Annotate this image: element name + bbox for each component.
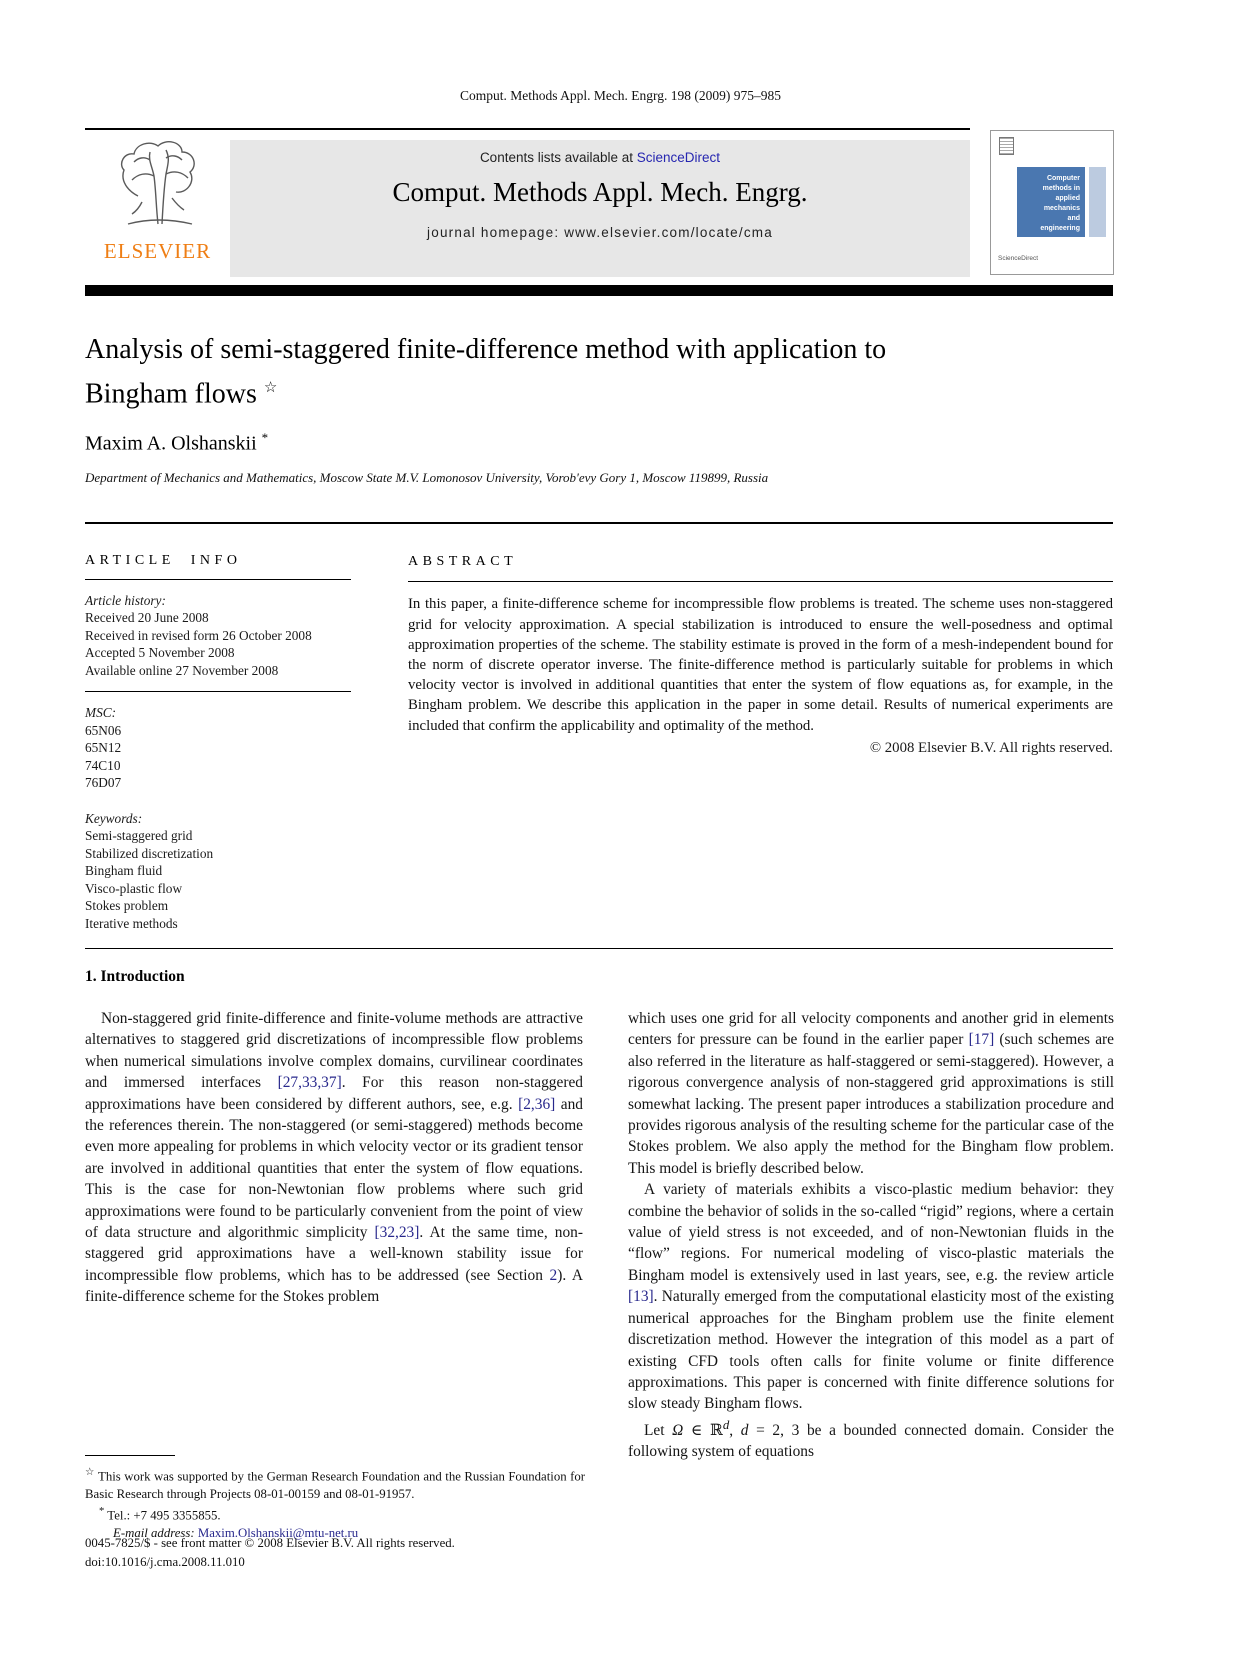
author-affiliation: Department of Mechanics and Mathematics, Moscow State M.V. Lomonosov University, Vorob'evy Gory 1, Moscow 119899, Russia xyxy=(85,470,769,485)
citation-link[interactable]: [13] xyxy=(628,1288,654,1306)
intro-paragraph xyxy=(85,1008,583,1308)
history-label: Article history: xyxy=(85,592,166,608)
body-text-segment: d xyxy=(740,1421,749,1439)
msc-code: 76D07 xyxy=(85,775,122,791)
body-text-segment: . Naturally emerged from the computational elasticity most of the existing numerical approaches for the Bingham problem use the finite element discretization method. However the integration of this model as a part of existing CFD tools often calls for finite volume or finite difference approximations. This paper is concerned with finite difference solutions for slow steady Bingham flows. xyxy=(628,1288,1114,1413)
citation-link[interactable]: [17] xyxy=(968,1031,995,1049)
article-info-heading: ARTICLE INFO xyxy=(85,553,242,568)
elsevier-logo[interactable] xyxy=(85,136,230,277)
title-footnote-mark[interactable]: ☆ xyxy=(263,380,278,396)
footnote-support-mark: ☆ xyxy=(85,1467,95,1478)
cover-title-line: applied xyxy=(1055,195,1080,202)
sciencedirect-link[interactable]: ScienceDirect xyxy=(636,150,721,165)
body-text-segment: ). A finite-difference scheme for the Stokes problem xyxy=(85,1266,583,1306)
cover-title-line: and xyxy=(1067,215,1080,222)
intro-paragraph xyxy=(628,1008,1114,1179)
body-text-segment: d xyxy=(722,1417,730,1432)
msc-code: 65N06 xyxy=(85,722,122,738)
abstract-copyright: © 2008 Elsevier B.V. All rights reserved. xyxy=(869,739,1113,756)
citation-link[interactable]: 2 xyxy=(549,1266,558,1284)
keyword-entry: Semi-staggered grid xyxy=(85,828,193,844)
cover-title-line: methods in xyxy=(1042,185,1080,192)
body-text-segment: Non-staggered grid finite-difference and finite-volume methods are attractive alternatives to staggered grid discretizations of incompressible flow problems when numerical simulations involve complex domains, curvilinear coordinates and immersed interfaces xyxy=(85,1010,583,1092)
abstract-text: In this paper, a finite-difference scheme for incompressible flow problems is treated. The scheme uses non-staggered grid for velocity approximation. A special stabilization is introduced to ensure the well-posedness and optimal approximation properties of the scheme. The stability estimate is proved in the form of a mesh-independent bound for the norm of discrete operator inverse. The finite-difference method is particularly suitable for problems in which velocity vector is involved in additional quantities that enter the system of flow equations as, for example, in the Bingham problem. We describe this application in the paper in some detail. Results of numerical experiments are included that confirm the applicability and optimality of the method. xyxy=(408,596,1113,734)
keyword-entry: Visco-plastic flow xyxy=(85,880,183,896)
contents-line xyxy=(230,150,970,165)
imprint-block xyxy=(85,1534,455,1572)
body-column-right xyxy=(628,1008,1114,1463)
doi-line: doi:10.1016/j.cma.2008.11.010 xyxy=(85,1555,245,1569)
body-text-segment: . At the same time, non-staggered grid approximations have a well-known stability issue for incompressible flow problems, which has to be addressed (see Section xyxy=(85,1224,583,1284)
body-column-left xyxy=(85,1008,583,1308)
body-text-segment: Ω xyxy=(672,1421,684,1439)
footnote-tel-mark: * xyxy=(99,1506,105,1518)
history-entry: Received in revised form 26 October 2008 xyxy=(85,627,312,643)
body-text-segment: . For this reason non-staggered approximations have been considered by different authors, see, e.g. xyxy=(85,1074,583,1113)
msc-code: 65N12 xyxy=(85,740,122,756)
cover-title-line: mechanics xyxy=(1043,205,1080,212)
body-text-segment: = 2, 3 be a bounded connected domain. Consider the following system of equations xyxy=(628,1421,1114,1461)
running-head-citation: Comput. Methods Appl. Mech. Engrg. 198 (2009) 975–985 xyxy=(459,88,782,103)
body-text-segment: (such schemes are also referred in the literature as half-staggered or semi-staggered). However, a rigorous convergence analysis of non-staggered grid approximations is still somewhat lacking. The present paper introduces a stabilization procedure and provides rigorous analysis of the resulting scheme for the particular case of the Stokes problem. We also apply the method for the Bingham flow problem. This model is briefly described below. xyxy=(628,1031,1114,1177)
article-info-section xyxy=(85,552,351,932)
cover-title-line: engineering xyxy=(1040,225,1080,232)
cover-title-box xyxy=(1017,167,1085,237)
intro-paragraph xyxy=(628,1415,1114,1463)
elsevier-wordmark: ELSEVIER xyxy=(103,239,212,263)
footnote-rule xyxy=(85,1455,175,1456)
elsevier-tree-icon xyxy=(108,136,208,236)
cover-accent-strip xyxy=(1089,167,1106,237)
footnote-support xyxy=(85,1464,585,1503)
cover-sciencedirect-label: ScienceDirect xyxy=(998,255,1039,262)
footnotes-block xyxy=(85,1464,585,1542)
article-title-text: Analysis of semi-staggered finite-difference method with application to Bingham flows xyxy=(85,334,887,410)
body-text-segment: and the references therein. The non-staggered (or semi-staggered) methods become even more appealing for problems in which velocity vector or its gradient tensor are involved in additional quantities that enter the system of flow equations. This is the case for non-Newtonian flow problems where such grid approximations were found to be particularly convenient from the point of view of data structure and algorithmic simplicity xyxy=(85,1095,583,1242)
keyword-entry: Bingham fluid xyxy=(85,863,163,879)
masthead-divider-bar xyxy=(85,285,1113,296)
keywords-list xyxy=(85,827,351,932)
article-info-heading-rule xyxy=(85,579,351,580)
history-entry: Received 20 June 2008 xyxy=(85,610,209,626)
citation-link[interactable]: [32,23] xyxy=(374,1224,420,1242)
msc-label: MSC: xyxy=(85,705,117,721)
body-text-segment: A variety of materials exhibits a visco-plastic medium behavior: they combine the behavior of solids in the so-called “rigid” regions, where a certain value of yield stress is not exceeded, and of non-Newtonian fluids in the “flow” regions. For numerical modeling of visco-plastic materials the Bingham model is extensively used in last years, see, e.g. the review article xyxy=(628,1181,1114,1284)
keyword-entry: Iterative methods xyxy=(85,915,178,931)
citation-link[interactable]: [2,36] xyxy=(518,1095,556,1113)
abstract-section xyxy=(408,552,1113,758)
intro-paragraph xyxy=(628,1179,1114,1414)
journal-cover-thumbnail[interactable] xyxy=(990,130,1114,275)
abstract-bottom-rule xyxy=(85,948,1113,949)
history-entry: Accepted 5 November 2008 xyxy=(85,645,235,661)
issn-line: 0045-7825/$ - see front matter © 2008 Elsevier B.V. All rights reserved. xyxy=(85,1536,455,1550)
header-rule xyxy=(85,128,970,130)
body-text-segment: , xyxy=(729,1421,741,1439)
cover-publisher-icon xyxy=(999,137,1014,155)
info-divider-rule xyxy=(85,691,351,692)
author-footnote-mark[interactable]: * xyxy=(261,430,269,445)
article-title xyxy=(85,330,975,413)
body-text-segment: ∈ ℝ xyxy=(683,1421,723,1439)
journal-title: Comput. Methods Appl. Mech. Engrg. xyxy=(392,177,808,207)
contents-prefix: Contents lists available at xyxy=(479,150,637,165)
journal-masthead xyxy=(230,140,970,277)
footnote-support-text: This work was supported by the German Research Foundation and the Russian Foundation for Basic Research through Projects 08-01-00159 and 08-01-91957. xyxy=(85,1469,585,1501)
abstract-heading-rule xyxy=(408,581,1113,582)
footnote-tel-text: Tel.: +7 495 3355855. xyxy=(107,1508,221,1523)
cover-title-line: Computer xyxy=(1046,175,1080,182)
affiliation-rule xyxy=(85,522,1113,524)
msc-list xyxy=(85,722,351,792)
body-text-segment: which uses one grid for all velocity components and another grid in elements centers for pressure can be found in the earlier paper xyxy=(628,1010,1114,1049)
history-list xyxy=(85,609,351,679)
email-link[interactable]: Maxim.Olshanskii@mtu-net.ru xyxy=(197,1525,359,1540)
footnote-tel xyxy=(85,1503,585,1525)
abstract-heading: ABSTRACT xyxy=(408,554,518,569)
section-heading-introduction: 1. Introduction xyxy=(85,968,185,985)
journal-homepage-url[interactable]: journal homepage: www.elsevier.com/locate/cma xyxy=(427,225,773,240)
keywords-label: Keywords: xyxy=(85,810,143,826)
msc-code: 74C10 xyxy=(85,757,121,773)
author-name-text: Maxim A. Olshanskii xyxy=(85,432,257,455)
keyword-entry: Stokes problem xyxy=(85,898,169,914)
citation-link[interactable]: [27,33,37] xyxy=(277,1074,342,1092)
keyword-entry: Stabilized discretization xyxy=(85,845,214,861)
email-label: E-mail address: xyxy=(113,1525,195,1540)
author-name xyxy=(85,430,268,456)
history-entry: Available online 27 November 2008 xyxy=(85,662,279,678)
body-text-segment: Let xyxy=(644,1421,673,1439)
